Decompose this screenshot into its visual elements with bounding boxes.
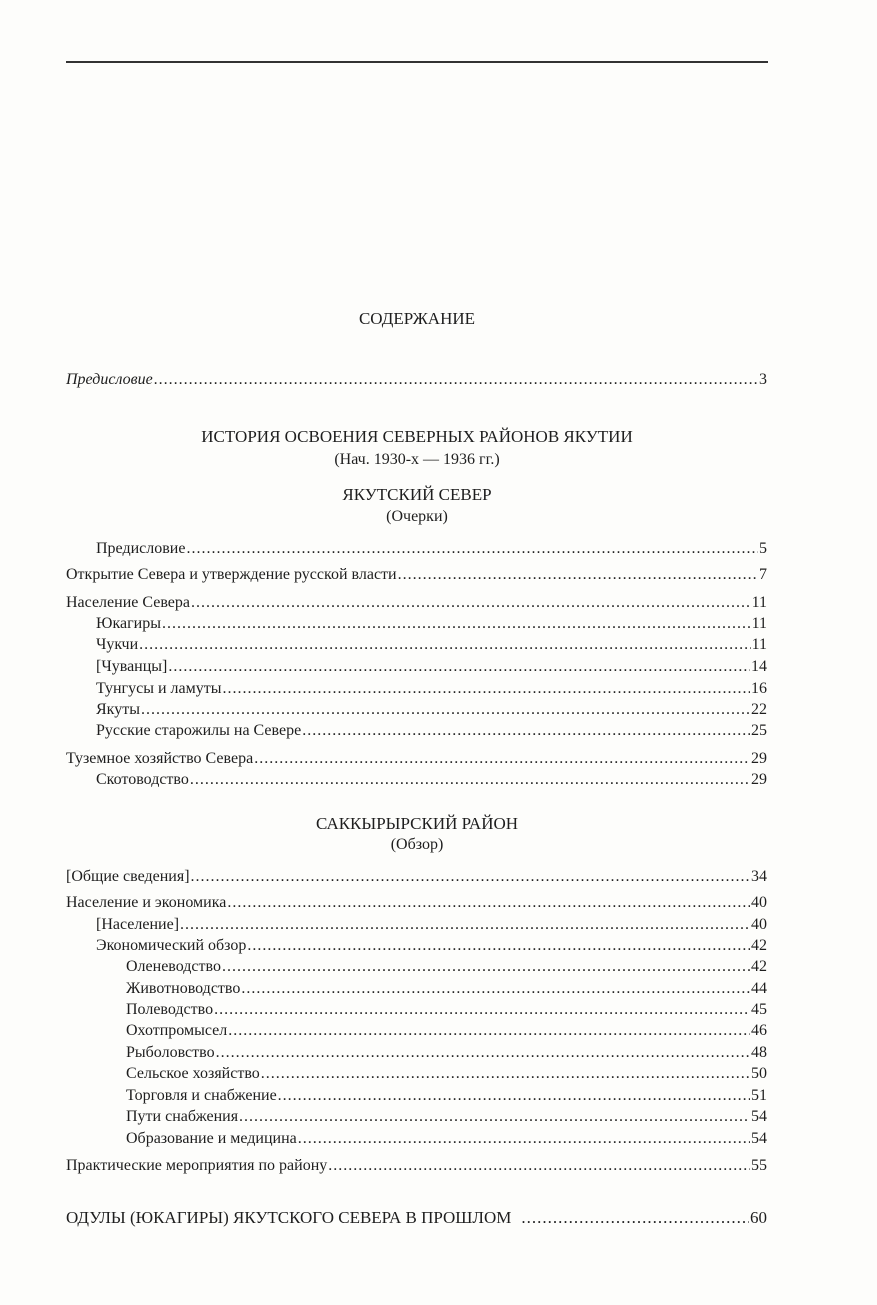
entry-label: Население и экономика (66, 894, 227, 911)
entry-page: 42 (751, 937, 767, 954)
entry-page: 51 (751, 1087, 767, 1104)
section-heading: САККЫРЫРСКИЙ РАЙОН (315, 814, 519, 833)
toc-entry[interactable] (96, 770, 767, 790)
entry-label: ОДУЛЫ (ЮКАГИРЫ) ЯКУТСКОГО СЕВЕРА В ПРОШЛОМ (66, 1208, 512, 1227)
dot-leader (214, 1000, 750, 1020)
entry-page: 50 (751, 1065, 767, 1082)
section-subheading: (Очерки) (386, 508, 448, 525)
entry-label: Открытие Севера и утверждение русской власти (66, 566, 397, 583)
entry-label: Сельское хозяйство (126, 1065, 260, 1082)
dot-leader (154, 370, 758, 390)
toc-entry[interactable] (96, 721, 767, 741)
dot-leader (216, 1043, 750, 1063)
entry-label: [Население] (96, 916, 180, 933)
entry-label: [Общие сведения] (66, 868, 190, 885)
entry-page: 3 (759, 371, 767, 388)
toc-entry[interactable] (96, 936, 767, 956)
entry-label: Якуты (96, 701, 140, 718)
dot-leader (298, 1129, 750, 1149)
entry-page: 54 (751, 1130, 767, 1147)
dot-leader (521, 1208, 749, 1228)
section-heading: ЯКУТСКИЙ СЕВЕР (342, 485, 492, 504)
dot-leader (168, 657, 750, 677)
entry-label: Туземное хозяйство Севера (66, 750, 254, 767)
entry-page: 45 (751, 1001, 767, 1018)
toc-entry[interactable] (126, 1000, 767, 1020)
part-heading: ИСТОРИЯ ОСВОЕНИЯ СЕВЕРНЫХ РАЙОНОВ ЯКУТИИ (201, 427, 633, 446)
toc-entry[interactable] (126, 1129, 767, 1149)
dot-leader (261, 1064, 750, 1084)
entry-page: 46 (751, 1022, 767, 1039)
toc-entry[interactable] (66, 867, 767, 887)
toc-entry[interactable] (126, 957, 767, 977)
entry-label: Оленеводство (126, 958, 221, 975)
toc-entry[interactable] (126, 1043, 767, 1063)
entry-label: Юкагиры (96, 615, 161, 632)
entry-page: 60 (750, 1208, 767, 1227)
dot-leader (302, 721, 750, 741)
entry-label: Образование и медицина (126, 1130, 297, 1147)
dot-leader (227, 893, 750, 913)
toc-entry[interactable] (96, 657, 767, 677)
page-title: СОДЕРЖАНИЕ (358, 309, 476, 328)
entry-page: 11 (751, 615, 767, 632)
dot-leader (278, 1086, 750, 1106)
dot-leader (239, 1107, 750, 1127)
toc-entry[interactable] (66, 749, 767, 769)
entry-label: Охотпромысел (126, 1022, 228, 1039)
dot-leader (247, 936, 750, 956)
entry-label: Пути снабжения (126, 1108, 239, 1125)
dot-leader (254, 749, 750, 769)
dot-leader (162, 614, 751, 634)
entry-label: Скотоводство (96, 771, 189, 788)
entry-label: Животноводство (126, 980, 241, 997)
entry-label: Предисловие (96, 540, 186, 557)
toc-entry[interactable] (96, 679, 767, 699)
entry-label: Население Севера (66, 594, 190, 611)
dot-leader (190, 770, 750, 790)
dot-leader (228, 1021, 750, 1041)
entry-label: Полеводство (126, 1001, 214, 1018)
entry-page: 25 (751, 722, 767, 739)
entry-page: 34 (751, 868, 767, 885)
entry-label: [Чуванцы] (96, 658, 168, 675)
toc-entry[interactable] (66, 565, 767, 585)
entry-page: 29 (751, 771, 767, 788)
entry-page: 11 (751, 594, 767, 611)
entry-page: 44 (751, 980, 767, 997)
entry-label: Практические мероприятия по району (66, 1157, 328, 1174)
dot-leader (222, 957, 750, 977)
entry-label: Тунгусы и ламуты (96, 680, 222, 697)
dot-leader (398, 565, 758, 585)
entry-page: 55 (751, 1157, 767, 1174)
dot-leader (328, 1156, 750, 1176)
section-subheading: (Обзор) (390, 836, 444, 853)
dot-leader (241, 979, 750, 999)
entry-page: 7 (759, 566, 767, 583)
entry-page: 29 (751, 750, 767, 767)
entry-page: 22 (751, 701, 767, 718)
toc-entry[interactable] (66, 893, 767, 913)
dot-leader (186, 539, 758, 559)
dot-leader (141, 700, 750, 720)
toc-entry[interactable] (126, 1021, 767, 1041)
entry-page: 48 (751, 1044, 767, 1061)
toc-entry[interactable] (96, 539, 767, 559)
entry-page: 11 (751, 636, 767, 653)
toc-entry[interactable] (66, 593, 767, 613)
toc-entry[interactable] (96, 614, 767, 634)
dot-leader (180, 915, 750, 935)
toc-entry-preface[interactable] (66, 370, 767, 390)
toc-entry[interactable] (126, 1064, 767, 1084)
part-subheading: (Нач. 1930-х — 1936 гг.) (334, 451, 500, 468)
toc-entry-final[interactable] (66, 1208, 767, 1228)
entry-label: Чукчи (96, 636, 139, 653)
toc-entry[interactable] (96, 700, 767, 720)
entry-label: Предисловие (66, 371, 153, 388)
dot-leader (222, 679, 750, 699)
toc-entry[interactable] (66, 1156, 767, 1176)
entry-label: Торговля и снабжение (126, 1087, 277, 1104)
entry-page: 40 (751, 916, 767, 933)
entry-page: 54 (751, 1108, 767, 1125)
header-rule (66, 61, 768, 63)
entry-label: Рыболовство (126, 1044, 215, 1061)
entry-page: 5 (759, 540, 767, 557)
dot-leader (191, 867, 750, 887)
dot-leader (139, 635, 750, 655)
entry-page: 16 (751, 680, 767, 697)
entry-page: 14 (751, 658, 767, 675)
toc-entry[interactable] (126, 979, 767, 999)
entry-page: 40 (751, 894, 767, 911)
toc-entry[interactable] (126, 1086, 767, 1106)
toc-entry[interactable] (96, 915, 767, 935)
entry-label: Экономический обзор (96, 937, 247, 954)
entry-page: 42 (751, 958, 767, 975)
entry-label: Русские старожилы на Севере (96, 722, 302, 739)
toc-entry[interactable] (126, 1107, 767, 1127)
toc-entry[interactable] (96, 635, 767, 655)
dot-leader (191, 593, 751, 613)
